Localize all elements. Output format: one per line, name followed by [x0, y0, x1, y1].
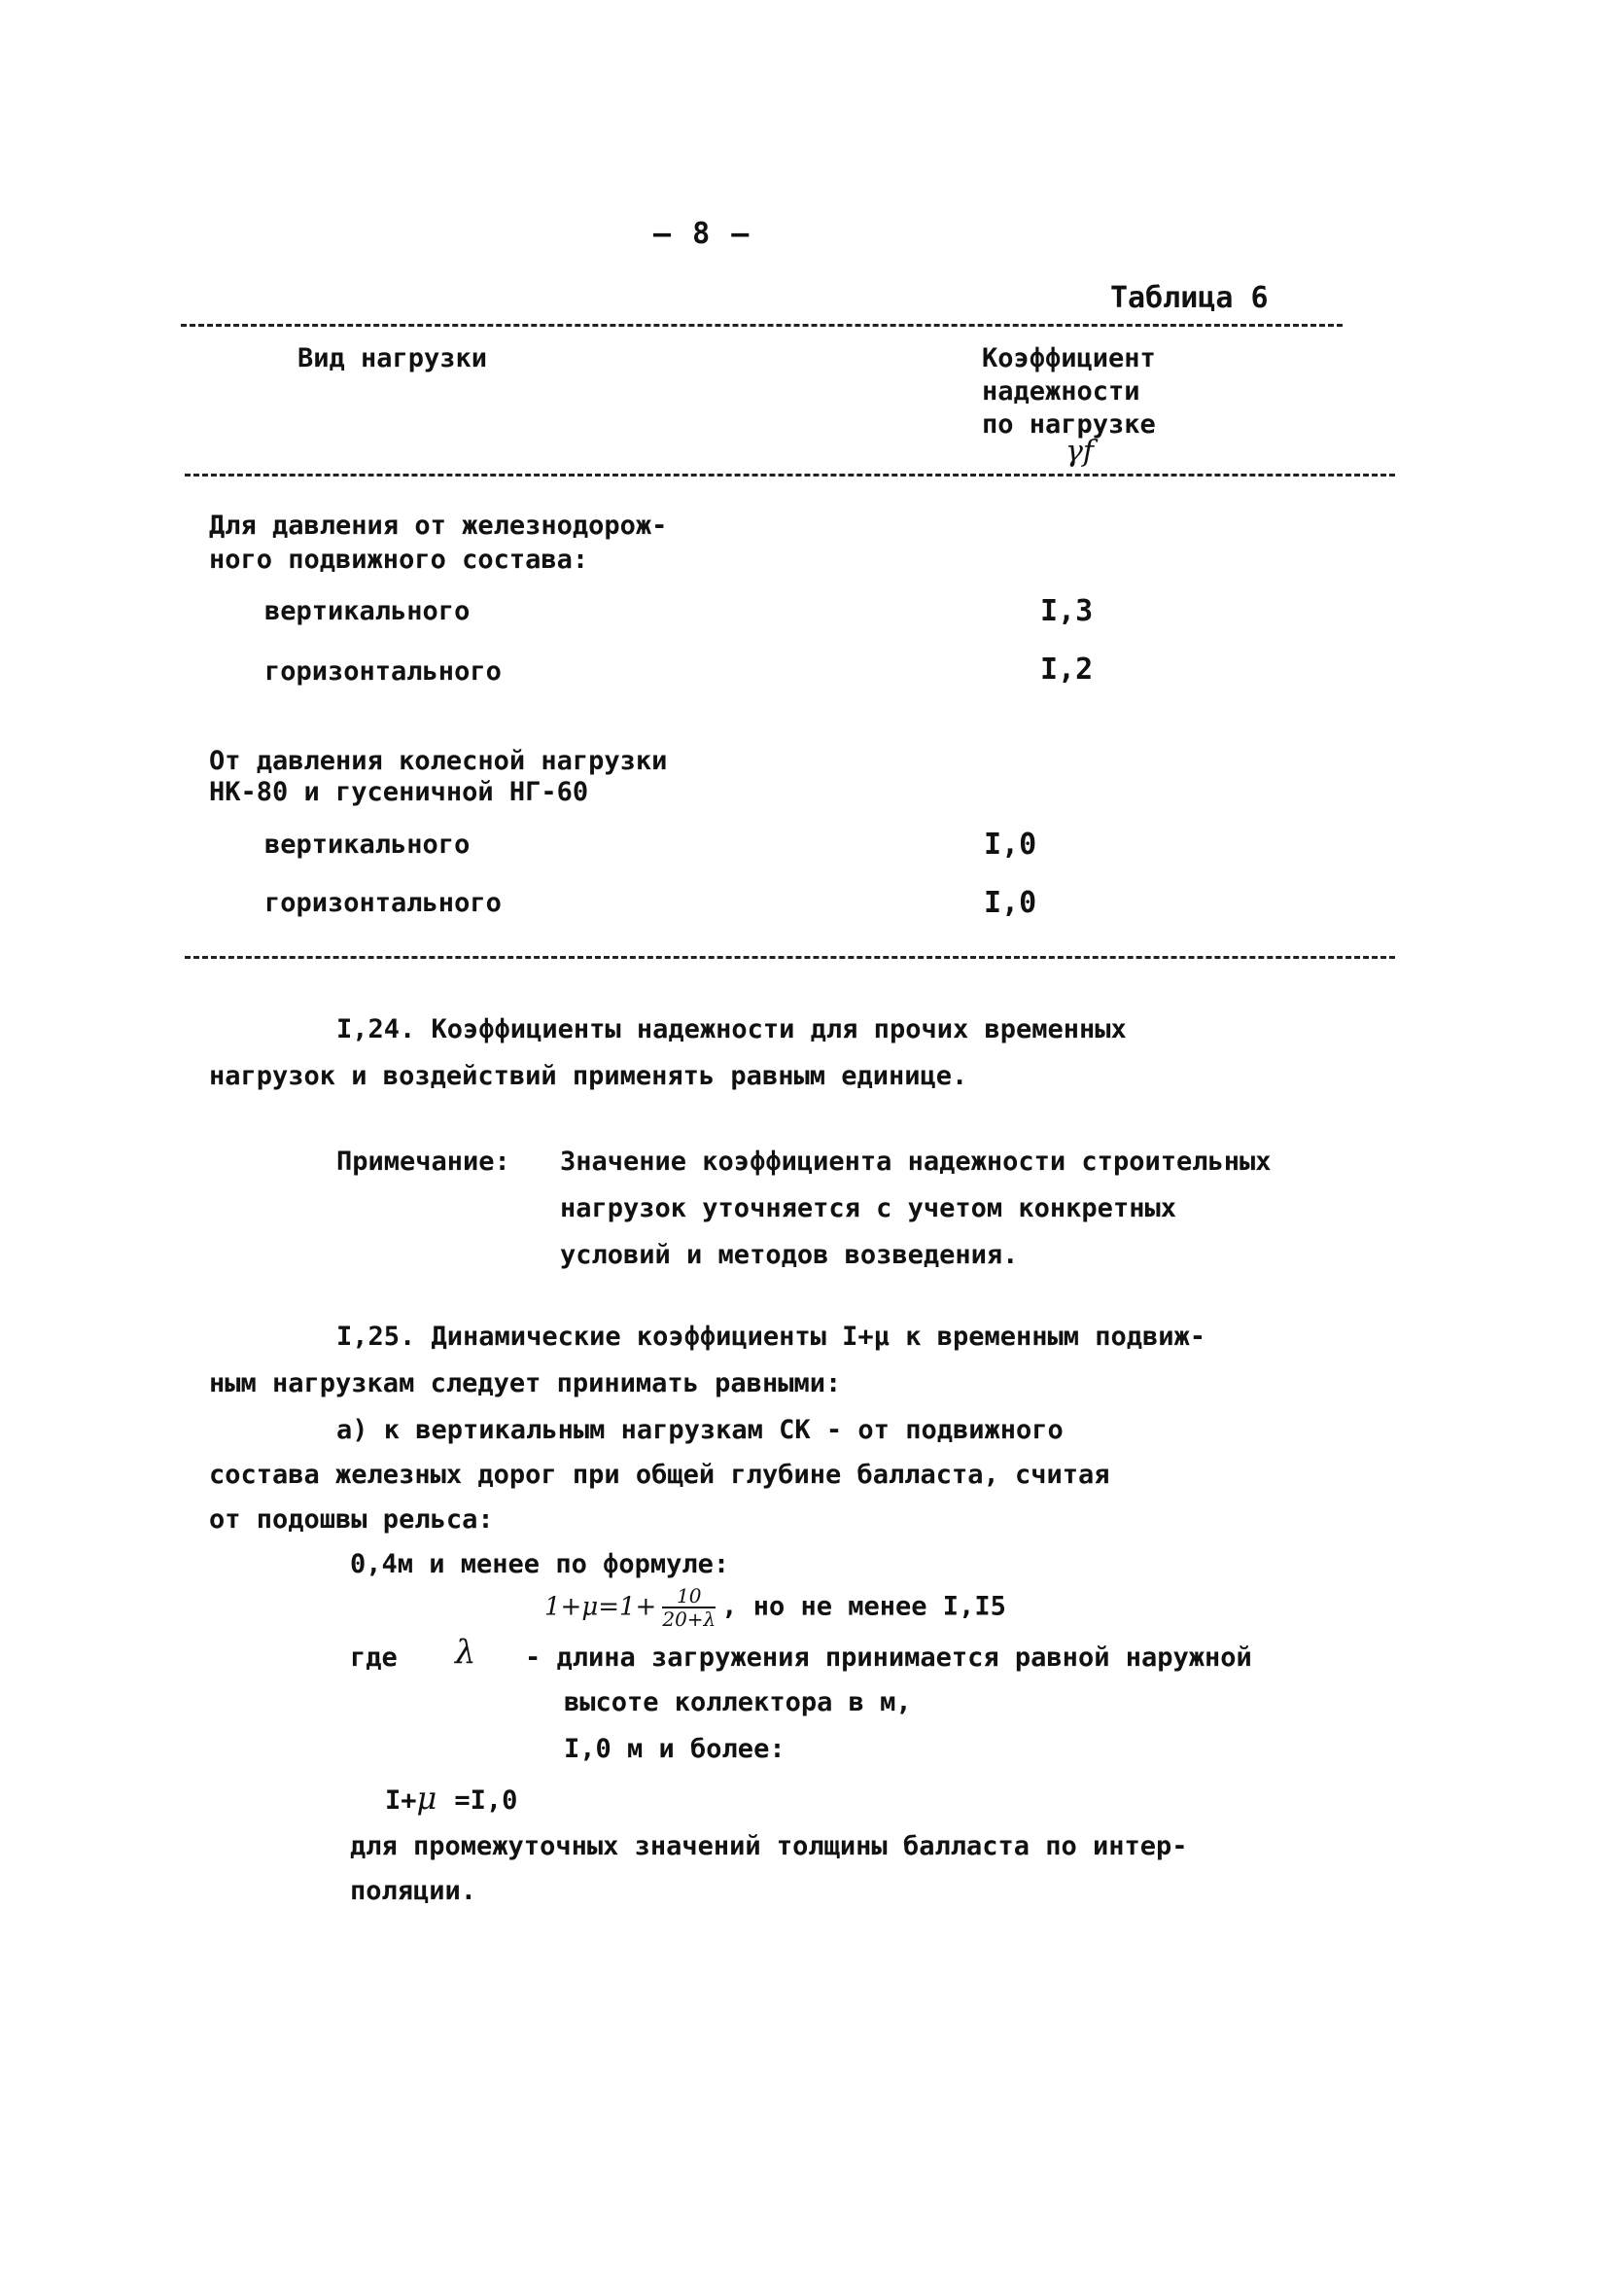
paragraph-line: I,24. Коэффициенты надежности для прочих временных [336, 1014, 1127, 1044]
column-header-line: надежности [982, 376, 1140, 406]
row-label: горизонтального [264, 656, 502, 687]
paragraph-line: I,25. Динамические коэффициенты I+μ к временным подвиж- [336, 1322, 1206, 1352]
formula-denominator: 20+λ [662, 1607, 716, 1631]
mu-symbol: μ [416, 1780, 437, 1817]
paragraph-line: состава железных дорог при общей глубине балласта, считая [209, 1460, 1110, 1490]
paragraph-line: поляции. [350, 1876, 477, 1906]
group-title: ного подвижного состава: [209, 545, 589, 575]
row-value: I,0 [984, 828, 1037, 862]
formula-dynamic-coefficient [544, 1585, 1006, 1630]
row-value: I,0 [984, 886, 1037, 920]
paragraph-line: 0,4м и менее по формуле: [350, 1549, 730, 1579]
formula2-rhs: =I,0 [454, 1785, 518, 1816]
column-header-line: по нагрузке [982, 409, 1156, 440]
note-line: Значение коэффициента надежности строительных [560, 1147, 1272, 1177]
formula-lhs: 1+μ=1+ [544, 1592, 657, 1622]
row-value: I,2 [1040, 653, 1094, 687]
formula-fraction [662, 1585, 716, 1630]
group-title: Для давления от железнодорож- [209, 511, 668, 541]
formula-numerator: 10 [662, 1585, 716, 1608]
row-label: вертикального [264, 596, 471, 626]
group-title: НК-80 и гусеничной НГ-60 [209, 777, 589, 807]
gamma-symbol: γf [1066, 435, 1095, 469]
paragraph-line: ным нагрузкам следует принимать равными: [209, 1368, 842, 1398]
paragraph-line: от подошвы рельса: [209, 1504, 494, 1535]
table-top-rule [181, 324, 1343, 327]
note-label: Примечание: [336, 1147, 510, 1177]
group-title: От давления колесной нагрузки [209, 746, 668, 776]
note-line: условий и методов возведения. [560, 1240, 1019, 1270]
row-label: вертикального [264, 830, 471, 860]
formula-unity [385, 1780, 517, 1819]
lambda-symbol: λ [455, 1633, 476, 1672]
paragraph-line: для промежуточных значений толщины балласта по интер- [350, 1831, 1188, 1861]
column-header-line: Коэффициент [982, 343, 1156, 373]
paragraph-line: нагрузок и воздействий применять равным единице. [209, 1061, 968, 1091]
row-label: горизонтального [264, 888, 502, 918]
table-header-rule [185, 474, 1395, 477]
formula-condition: , но не менее I,I5 [721, 1591, 1006, 1622]
row-value: I,3 [1040, 594, 1094, 628]
column-header-load-type: Вид нагрузки [297, 343, 488, 373]
formula2-lhs: I+ [385, 1785, 417, 1816]
where-line: - длина загружения принимается равной наружной [525, 1643, 1252, 1673]
paragraph-line: а) к вертикальным нагрузкам СК - от подвижного [336, 1415, 1064, 1445]
case-line: I,0 м и более: [564, 1734, 786, 1764]
where-label: где [350, 1643, 398, 1673]
table-caption: Таблица 6 [1110, 281, 1269, 315]
page-number: – 8 – [653, 217, 751, 251]
where-line: высоте коллектора в м, [564, 1687, 912, 1717]
note-line: нагрузок уточняется с учетом конкретных [560, 1193, 1176, 1223]
table-bottom-rule [185, 956, 1395, 959]
column-header-coefficient [982, 342, 1156, 442]
